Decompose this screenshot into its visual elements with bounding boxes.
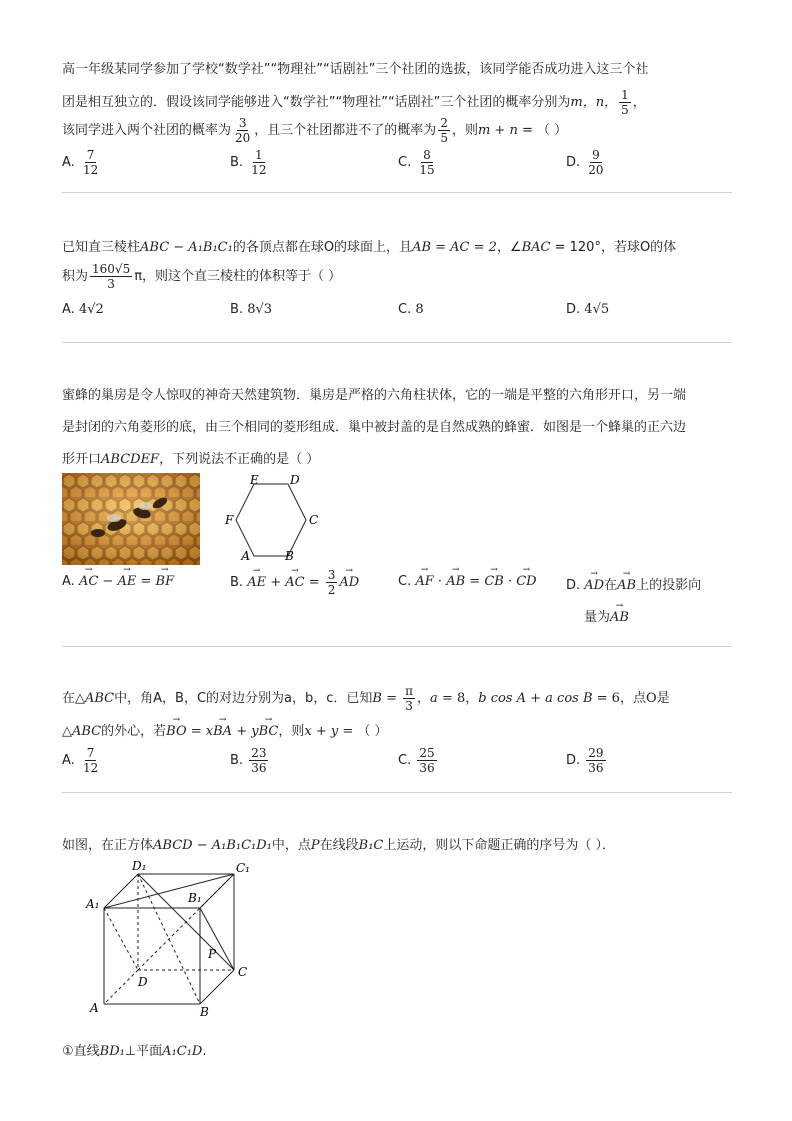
q2-volume-fraction: $\frac{160√5}{3}$ — [92, 262, 131, 291]
cube-label-a: A — [90, 1001, 99, 1015]
hexagon-label-a: A — [241, 549, 250, 562]
q5-line1: 如图，在正方体ABCD − A₁B₁C₁D₁中，点P在线段B₁C上运动，则以下命题正确的序号为（ ）． — [62, 838, 616, 853]
q1-option-a[interactable]: A. $\frac{7}{12}$ — [62, 148, 99, 177]
honeycomb-photo — [62, 473, 200, 565]
q3-line3: 形开口ABCDEF，下列说法不正确的是（ ） — [62, 452, 320, 467]
q5-item1: ①直线BD₁⊥平面A₁C₁D. — [62, 1044, 207, 1059]
q2-line2: 积为 $\frac{160√5}{3}$ π，则这个直三棱柱的体积等于（ ） — [62, 262, 342, 291]
hexagon-label-b: B — [285, 549, 294, 562]
q1-fraction: $\frac{1}{5}$ — [621, 88, 629, 117]
cube-label-b: B — [200, 1005, 209, 1019]
q1-line3: 该同学进入两个社团的概率为 $\frac{3}{20}$ ，且三个社团都进不了的概率为 $\frac{2}{5}$ ，则m + n = （ ） — [62, 116, 568, 145]
q3-line2: 是封闭的六角菱形的底，由三个相同的菱形组成．巢中被封盖的是自然成熟的蜂蜜．如图是一个蜂巢的正六边 — [62, 420, 687, 435]
cube-label-d1: D₁ — [132, 859, 147, 873]
hexagon-label-c: C — [309, 513, 319, 527]
divider — [62, 646, 732, 647]
q4-option-d[interactable]: D. $\frac{29}{36}$ — [566, 746, 604, 775]
q4-option-c[interactable]: C. $\frac{25}{36}$ — [398, 746, 435, 775]
q1-line2: 团是相互独立的．假设该同学能够进入“数学社”“物理社”“话剧社”三个社团的概率分别为m，n， $\frac{1}{5}$ ， — [62, 88, 646, 117]
q3-option-d-cont: 量为→ AB — [584, 606, 629, 625]
hexagon-label-f: F — [225, 513, 234, 527]
q4-option-a[interactable]: A. $\frac{7}{12}$ — [62, 746, 99, 775]
cube-label-p: P — [208, 947, 217, 961]
cube-label-b1: B₁ — [188, 891, 202, 905]
q2-option-b[interactable]: B. 8√3 — [230, 302, 273, 317]
q2-line1: 已知直三棱柱ABC − A₁B₁C₁的各顶点都在球O的球面上，且AB = AC = 2，∠BAC = 120°，若球O的体 — [62, 240, 677, 255]
divider — [62, 792, 732, 793]
q2-option-a[interactable]: A. 4√2 — [62, 302, 104, 317]
cube-label-a1: A₁ — [86, 897, 100, 911]
divider — [62, 342, 732, 343]
q3-option-d[interactable]: D. → AD在→ AB上的投影向 — [566, 574, 701, 593]
q3-option-a[interactable]: A. → AC − → AE = → BF — [62, 574, 174, 589]
q2-option-c[interactable]: C. 8 — [398, 302, 424, 317]
cube-label-c: C — [238, 965, 248, 979]
q2-option-d[interactable]: D. 4√5 — [566, 302, 610, 317]
q3-option-c[interactable]: C. → AF · → AB = → CB · → CD — [398, 574, 537, 589]
q3-line1: 蜜蜂的巢房是令人惊叹的神奇天然建筑物．巢房是严格的六角柱状体，它的一端是平整的六角形开口，另一端 — [62, 388, 687, 403]
divider — [62, 192, 732, 193]
hexagon-label-e: E — [250, 473, 259, 487]
hexagon-label-d: D — [290, 473, 300, 487]
cube-label-c1: C₁ — [236, 861, 250, 875]
cube-label-d: D — [138, 975, 148, 989]
q4-line2: △ABC的外心，若→ BO = x→ BA + y→ BC，则x + y = （ ） — [62, 720, 388, 739]
q1-fraction-2-5: $\frac{2}{5}$ — [440, 116, 448, 145]
q1-option-b[interactable]: B. $\frac{1}{12}$ — [230, 148, 267, 177]
q1-option-c[interactable]: C. $\frac{8}{15}$ — [398, 148, 435, 177]
q3-option-b[interactable]: B. → AE + → AC = $\frac{3}{2}$ → AD — [230, 568, 359, 597]
q1-fraction-3-20: $\frac{3}{20}$ — [235, 116, 251, 145]
cube-figure — [82, 856, 262, 1022]
q4-option-b[interactable]: B. $\frac{23}{36}$ — [230, 746, 267, 775]
q4-line1: 在△ABC中，角A，B，C的对边分别为a，b，c．已知B = $\frac{\pi}{3}$ ，a = 8，b cos A + a cos B = 6，点O是 — [62, 684, 670, 713]
q1-option-d[interactable]: D. $\frac{9}{20}$ — [566, 148, 604, 177]
hexagon-figure — [222, 470, 322, 562]
q1-line1: 高一年级某同学参加了学校“数学社”“物理社”“话剧社”三个社团的选拔，该同学能否成功进入这三个社 — [62, 62, 649, 77]
